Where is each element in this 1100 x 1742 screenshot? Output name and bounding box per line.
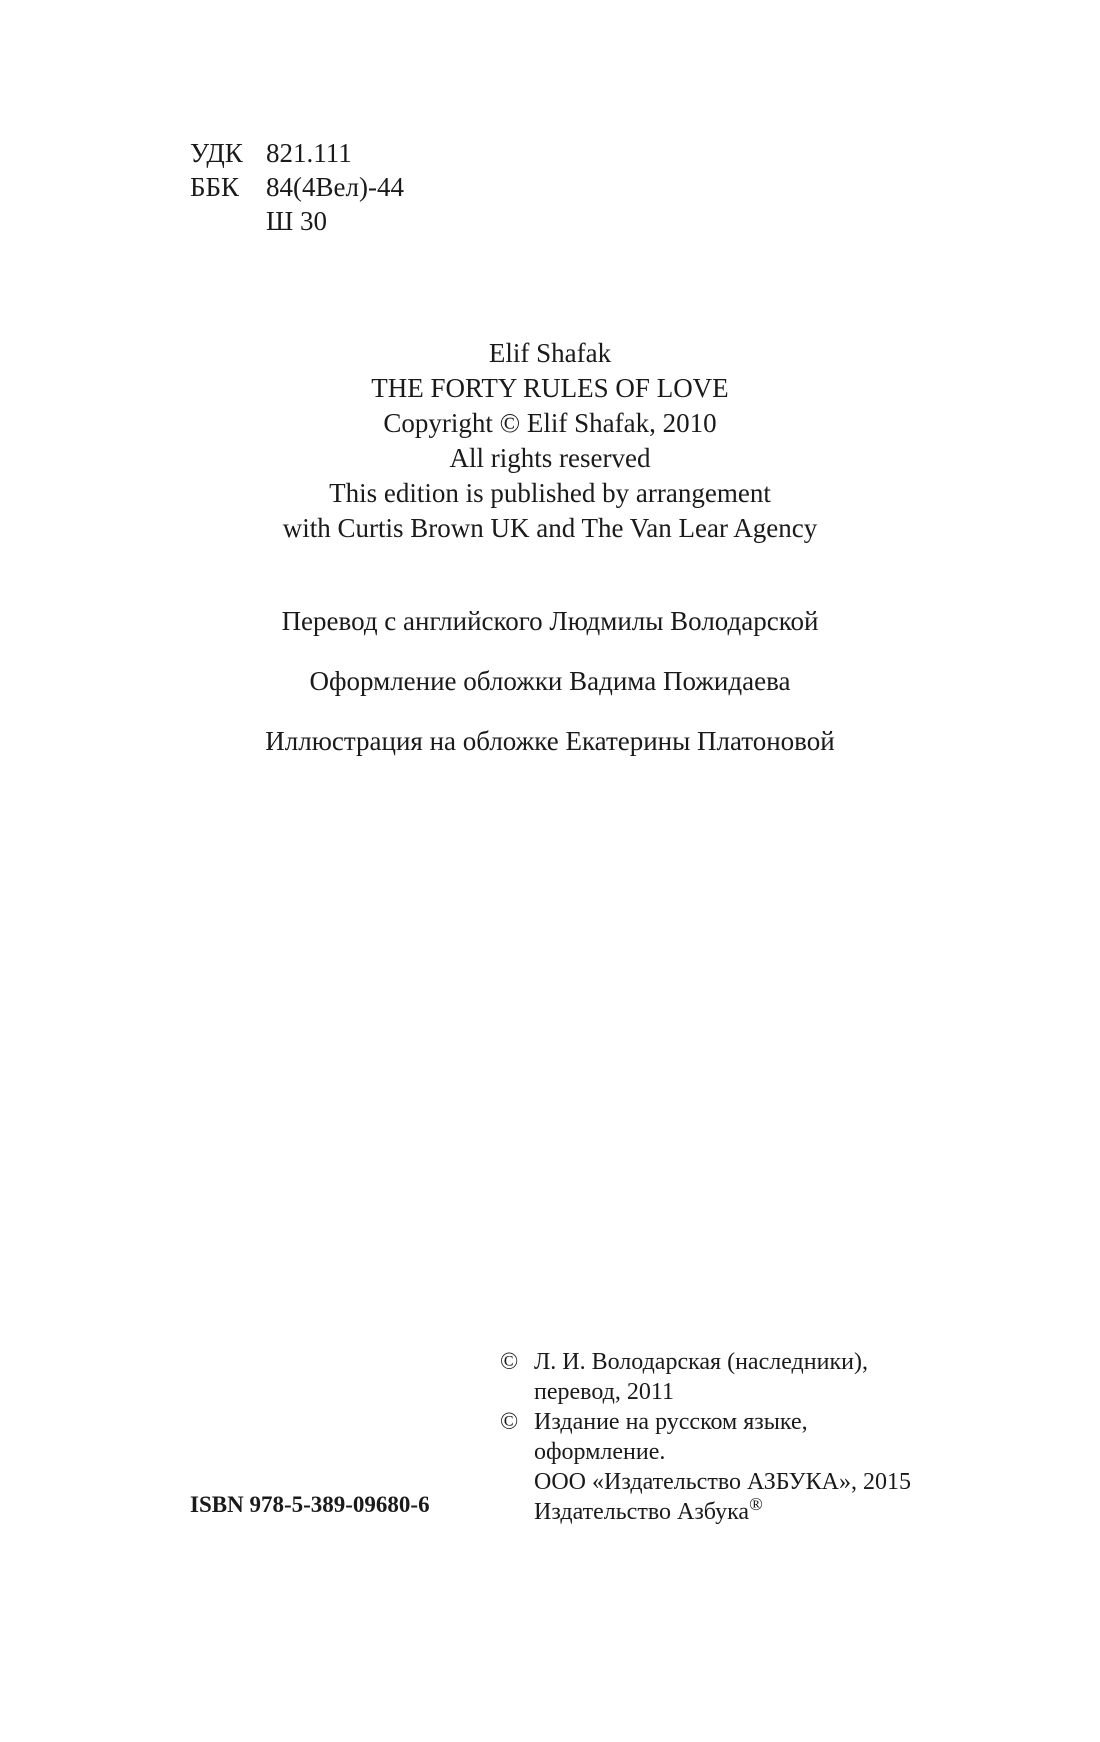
edition-copyright-line-1: Издание на русском языке,	[534, 1409, 808, 1435]
copyright-icon: ©	[500, 1409, 519, 1435]
credits-block	[0, 604, 1100, 784]
bbk-value: 84(4Вел)-44	[266, 172, 404, 202]
bbk-row	[190, 170, 404, 204]
original-title: THE FORTY RULES OF LOVE	[371, 373, 729, 403]
rights-reserved: All rights reserved	[449, 443, 651, 473]
edition-copyright-line-3: ООО «Издательство АЗБУКА», 2015	[534, 1469, 912, 1495]
edition-copyright-line-4	[534, 1494, 911, 1527]
arrangement-line-1: This edition is published by arrangement	[329, 478, 771, 508]
edition-copyright-line-2: оформление.	[534, 1439, 666, 1465]
udk-row	[190, 136, 404, 170]
author-name: Elif Shafak	[488, 338, 612, 368]
rights-block	[0, 336, 1100, 546]
cover-design-credit: Оформление обложки Вадима Пожидаева	[309, 666, 791, 696]
translation-copyright-line-2: перевод, 2011	[534, 1379, 674, 1405]
classification-block	[190, 136, 404, 238]
translation-copyright	[500, 1347, 911, 1407]
bbk-label: ББК	[190, 172, 240, 202]
copyright-icon: ©	[500, 1349, 519, 1375]
udk-label: УДК	[190, 138, 243, 168]
translation-credit: Перевод с английского Людмилы Володарской	[281, 606, 819, 636]
cover-illustration-credit: Иллюстрация на обложке Екатерины Платоновой	[265, 726, 835, 756]
registered-icon: ®	[749, 1494, 763, 1514]
translation-copyright-line-1: Л. И. Володарская (наследники),	[534, 1349, 868, 1375]
edition-copyright	[500, 1407, 911, 1527]
copyright-line: Copyright © Elif Shafak, 2010	[383, 408, 717, 438]
publisher-brand: Издательство Азбука	[534, 1499, 750, 1525]
arrangement-line-2: with Curtis Brown UK and The Van Lear Agency	[282, 513, 818, 543]
udk-value: 821.111	[266, 138, 352, 168]
russian-copyright-block	[500, 1347, 911, 1527]
isbn-number: ISBN 978-5-389-09680-6	[190, 1492, 430, 1517]
author-mark: Ш 30	[266, 206, 327, 236]
